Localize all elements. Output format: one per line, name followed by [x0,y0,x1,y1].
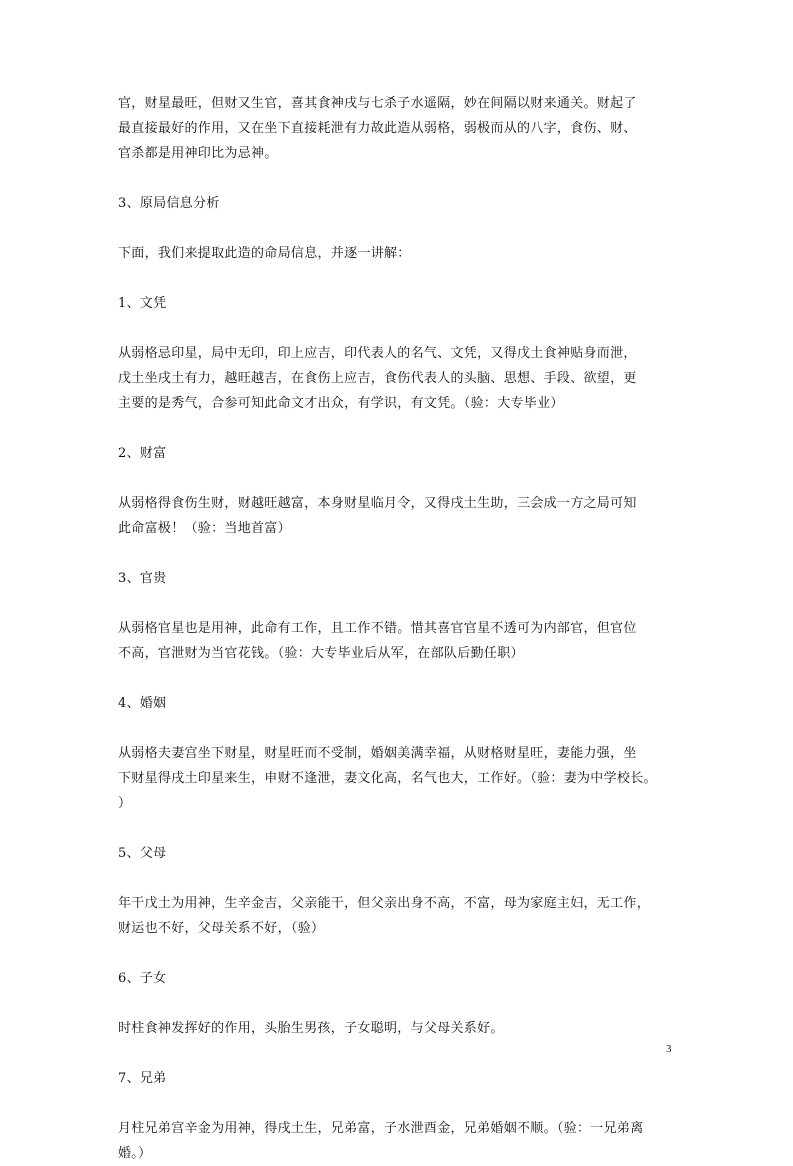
text-line: 下面，我们来提取此造的命局信息，并逐一讲解： [118,246,411,261]
item-paragraph-parents [118,891,688,941]
item-heading-wealth: 2、财富 [118,446,167,461]
paragraph-gap [118,1041,688,1066]
item-heading-official: 3、官贵 [118,571,167,586]
paragraph-gap [118,166,688,191]
paragraph-gap [118,816,688,841]
text-line: 下财星得戌土印星来生，申财不逢泄，妻文化高，名气也大，工作好。（验：妻为中学校长。 [118,771,657,786]
item-heading-children: 6、子女 [118,971,167,986]
paragraph-gap [118,541,688,566]
paragraph-gap [118,666,688,691]
item-heading-marriage: 4、婚姻 [118,696,167,711]
intro-paragraph [118,91,688,166]
paragraph-gap [118,216,688,241]
text-line: ） [118,796,132,811]
text-line: 月柱兄弟宫辛金为用神，得戌土生，兄弟富，子水泄酉金，兄弟婚姻不顺。（验：一兄弟离 [118,1121,644,1136]
text-line: 官杀都是用神印比为忌神。 [118,146,278,161]
document-body [118,91,688,1166]
item-paragraph-wealth [118,491,688,541]
text-line: 财运也不好，父母关系不好，（验） [118,921,325,936]
text-line: 主要的是秀气，合参可知此命文才出众，有学识，有文凭。（验：大专毕业） [118,396,564,411]
text-line: 从弱格得食伤生财，财越旺越富，本身财星临月令，又得戌土生助，三会成一方之局可知 [118,496,637,511]
text-line: 最直接最好的作用，又在坐下直接耗泄有力故此造从弱格，弱极而从的八字，食伤、财、 [118,121,637,136]
text-line: 官，财星最旺，但财又生官，喜其食神戌与七杀子水遥隔，妙在间隔以财来通关。财起了 [118,96,637,111]
paragraph-gap [118,266,688,291]
paragraph-gap [118,591,688,616]
item-heading-parents: 5、父母 [118,846,167,861]
item-heading-siblings: 7、兄弟 [118,1071,167,1086]
text-line: 从弱格夫妻宫坐下财星，财星旺而不受制，婚姻美满幸福，从财格财星旺，妻能力强，坐 [118,746,637,761]
text-line: 年干戊土为用神，生辛金吉，父亲能干，但父亲出身不高，不富，母为家庭主妇，无工作， [118,896,651,911]
paragraph-gap [118,466,688,491]
paragraph-gap [118,1091,688,1116]
item-paragraph-children [118,1016,688,1041]
text-line: 戊土坐戌土有力，越旺越吉，在食伤上应吉，食伤代表人的头脑、思想、手段、欲望，更 [118,371,637,386]
text-line: 从弱格忌印星，局中无印，印上应吉，印代表人的名气、文凭，又得戊土食神贴身而泄， [118,346,637,361]
text-line: 从弱格官星也是用神，此命有工作，且工作不错。惜其喜官官星不透可为内部官，但官位 [118,621,637,636]
paragraph-gap [118,991,688,1016]
paragraph-gap [118,416,688,441]
item-paragraph-official [118,616,688,666]
item-heading-education: 1、文凭 [118,296,167,311]
paragraph-gap [118,866,688,891]
lead-paragraph [118,241,688,266]
item-paragraph-education [118,341,688,416]
text-line: 婚。） [118,1146,152,1161]
paragraph-gap [118,716,688,741]
item-paragraph-siblings [118,1116,688,1166]
page-number: 3 [666,1043,672,1055]
section-heading: 3、原局信息分析 [118,196,220,211]
item-paragraph-marriage [118,741,688,816]
paragraph-gap [118,316,688,341]
text-line: 此命富极！（验：当地首富） [118,521,291,536]
paragraph-gap [118,941,688,966]
text-line: 时柱食神发挥好的作用，头胎生男孩，子女聪明，与父母关系好。 [118,1021,504,1036]
text-line: 不高，官泄财为当官花钱。（验：大专毕业后从军，在部队后勤任职） [118,646,524,661]
